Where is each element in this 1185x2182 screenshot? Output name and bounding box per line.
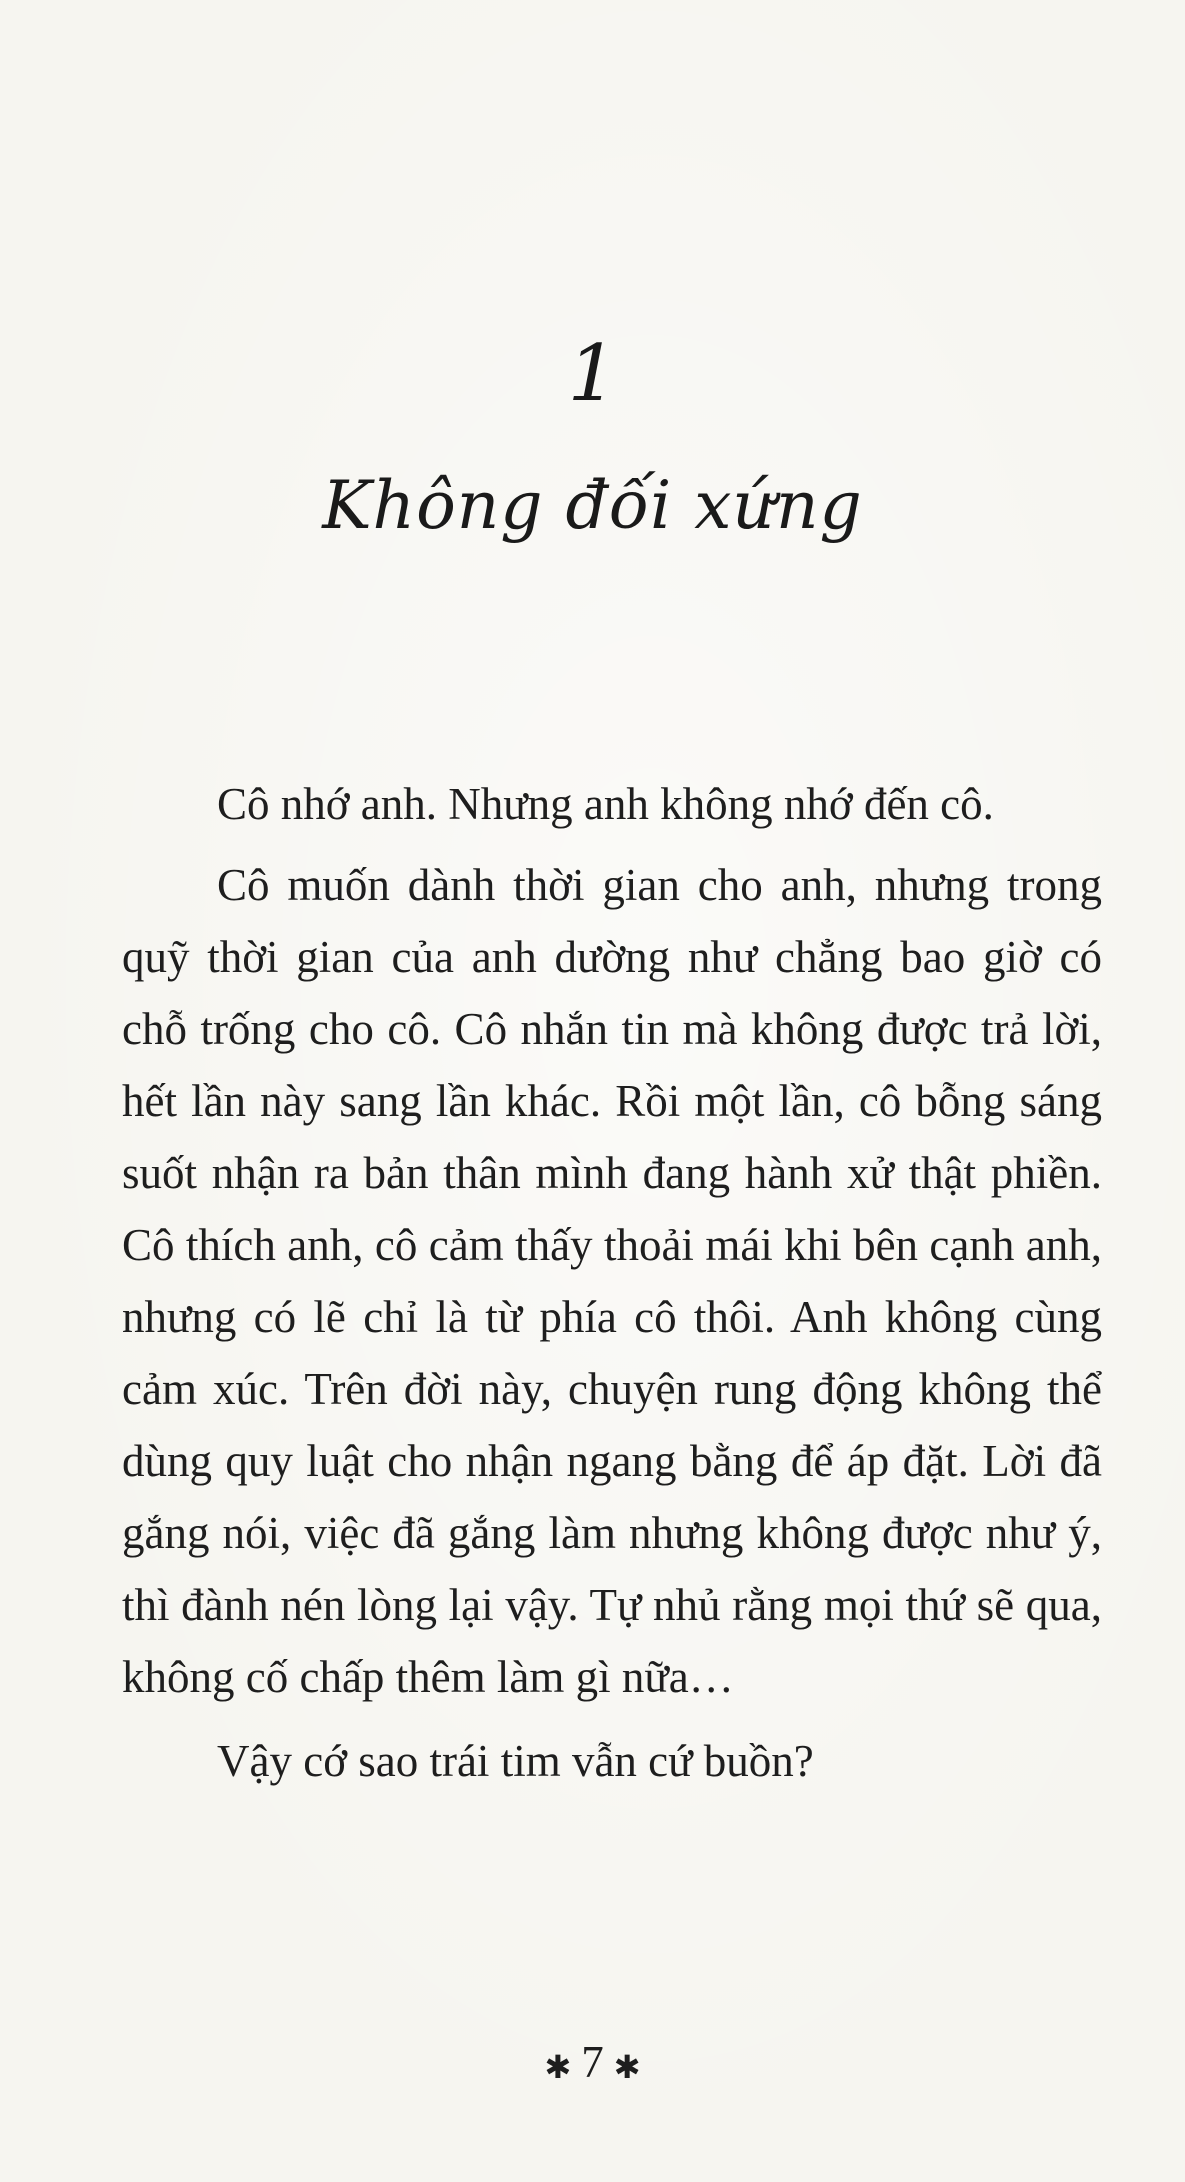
star-ornament-icon: ✱	[613, 2048, 641, 2085]
paragraph: Cô muốn dành thời gian cho anh, nhưng trong quỹ thời gian của anh dường như chẳng bao giờ có chỗ trống cho cô. Cô nhắn tin mà không được trả lời, hết lần này sang lần khác. Rồi một lần, cô bỗng sáng suốt nhận ra bản thân mình đang hành xử thật phiền. Cô thích anh, cô cảm thấy thoải mái khi bên cạnh anh, nhưng có lẽ chỉ là từ phía cô thôi. Anh không cùng cảm xúc. Trên đời này, chuyện rung động không thể dùng quy luật cho nhận ngang bằng để áp đặt. Lời đã gắng nói, việc đã gắng làm nhưng không được như ý, thì đành nén lòng lại vậy. Tự nhủ rằng mọi thứ sẽ qua, không cố chấp thêm làm gì nữa…	[122, 860, 1102, 1702]
body-text	[122, 768, 1102, 1806]
chapter-title: Không đối xứng	[322, 467, 863, 544]
star-ornament-icon: ✱	[544, 2048, 572, 2085]
page-footer	[0, 2037, 1185, 2087]
chapter-number: 1	[567, 329, 618, 419]
paragraph: Cô nhớ anh. Nhưng anh không nhớ đến cô.	[217, 779, 994, 829]
paragraph: Vậy cớ sao trái tim vẫn cứ buồn?	[217, 1736, 814, 1786]
page-number: 7	[581, 2037, 604, 2087]
